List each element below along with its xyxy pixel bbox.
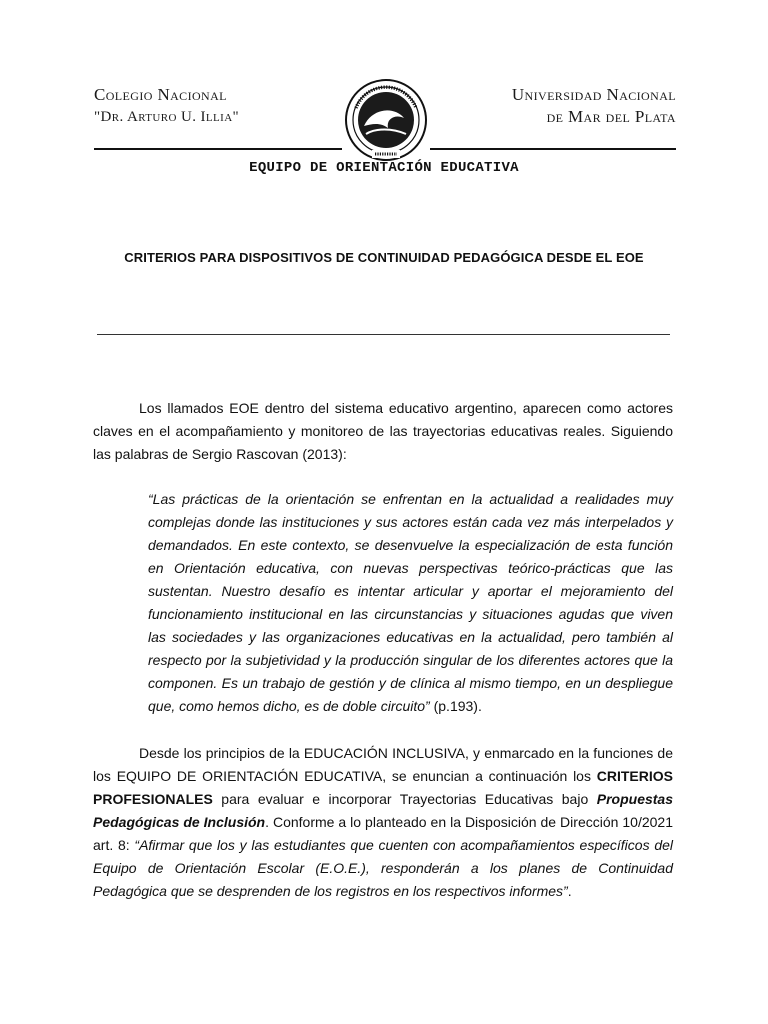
criteria-proposal-term: Propuestas Pedagógicas de Inclusión <box>93 791 673 830</box>
criteria-italic-quote: “Afirmar que los y las estudiantes que cuenten con acompañamientos específicos del Equipo de Orientación Escolar (E.O.E.), responderán a los planes de Continuidad Pedagógica que se desprenden de los registros en los respectivos informes” <box>93 837 674 899</box>
school-name-line1: Colegio Nacional <box>94 85 227 104</box>
criteria-paragraph <box>93 742 673 903</box>
university-name-line2: de Mar del Plata <box>546 107 676 126</box>
university-name-line1: Universidad Nacional <box>511 85 676 104</box>
block-quote <box>148 488 673 718</box>
intro-paragraph-text: Los llamados EOE dentro del sistema educativo argentino, aparecen como actores claves en el acompañamiento y monitoreo de las trayectorias educativas reales. Siguiendo las palabras de Sergio Rascovan (2013): <box>93 400 673 462</box>
criteria-text-part1: Desde los principios de la EDUCACIÓN INCLUSIVA, y enmarcado en la funciones de los EQUIPO DE ORIENTACIÓN EDUCATIVA, se enuncian a continuación los <box>93 745 673 784</box>
school-seal-logo <box>342 78 430 162</box>
criteria-text-part2: para evaluar e incorporar Trayectorias Educativas bajo <box>212 791 597 807</box>
title-divider <box>97 334 670 335</box>
header-rule-right <box>430 148 676 150</box>
university-name <box>512 84 676 128</box>
document-title: CRITERIOS PARA DISPOSITIVOS DE CONTINUIDAD PEDAGÓGICA DESDE EL EOE <box>124 250 644 265</box>
quote-citation: (p.193). <box>429 698 482 714</box>
criteria-bold-term: CRITERIOS PROFESIONALES <box>93 768 673 807</box>
school-name <box>94 84 239 128</box>
header-rule-left <box>94 148 342 150</box>
criteria-text-part3: . Conforme a lo planteado en la Disposición de Dirección 10/2021 art. 8: <box>93 814 673 853</box>
quote-text: “Las prácticas de la orientación se enfrentan en la actualidad a realidades muy complejas donde las instituciones y sus actores están cada vez más interpelados y demandados. En este contexto, se desenvuelve la especialización de esta función en Orientación educativa, con nuevas perspectivas teórico-prácticas que las sustentan. Nuestro desafío es intentar articular y aportar el mejoramiento del funcionamiento institucional en las circunstancias y situaciones agudas que viven las sociedades y las organizaciones educativas en la actualidad, pero también al respecto por la subjetividad y la producción singular de los diferentes actores que la componen. Es un trabajo de gestión y de clínica al mismo tiempo, en un despliegue que, como hemos dicho, es de doble circuito” <box>148 491 673 714</box>
school-name-line2: "Dr. Arturo U. Illia" <box>94 109 240 125</box>
intro-paragraph <box>93 397 673 466</box>
department-heading: EQUIPO DE ORIENTACIÓN EDUCATIVA <box>249 160 519 176</box>
criteria-end: . <box>567 883 572 899</box>
